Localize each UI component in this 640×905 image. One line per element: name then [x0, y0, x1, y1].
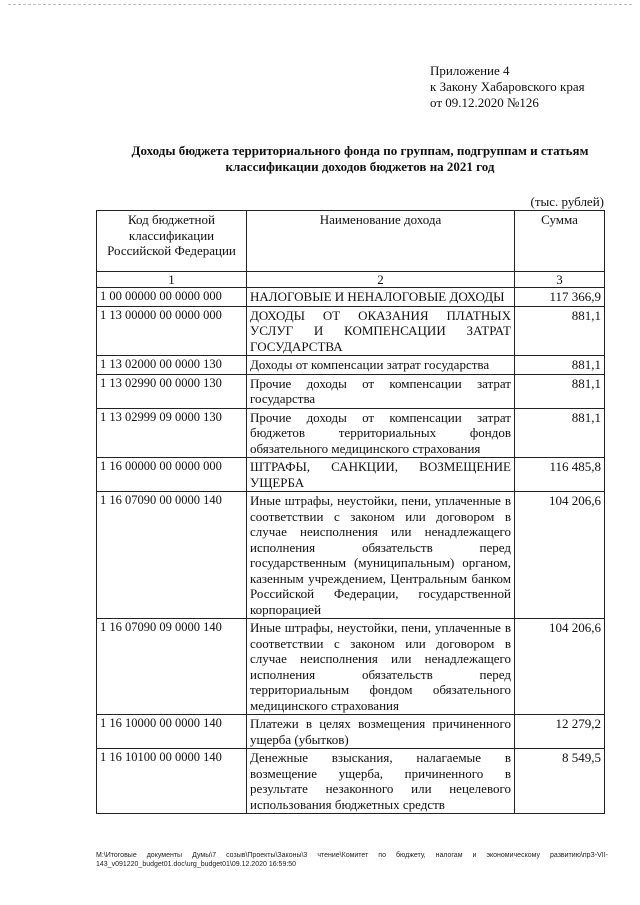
appendix-line-2: к Закону Хабаровского края — [430, 79, 585, 94]
row-code: 1 13 02000 00 0000 130 — [97, 356, 247, 375]
row-code: 1 16 07090 00 0000 140 — [97, 492, 247, 619]
row-code: 1 16 10000 00 0000 140 — [97, 715, 247, 749]
column-number-2: 2 — [247, 272, 515, 288]
row-sum: 116 485,8 — [515, 458, 605, 492]
units-note: (тыс. рублей) — [530, 194, 604, 209]
scan-top-edge — [8, 4, 632, 5]
row-name: НАЛОГОВЫЕ И НЕНАЛОГОВЫЕ ДОХОДЫ — [247, 288, 515, 307]
row-code: 1 16 10100 00 0000 140 — [97, 749, 247, 814]
header-code: Код бюджетной классификации Российской Федерации — [97, 211, 247, 272]
table-row — [97, 715, 605, 749]
row-name: Иные штрафы, неустойки, пени, уплаченные в соответствии с законом или договором в случае неисполнения или ненадлежащего исполнения обязательств перед государственным (муниципальным) органом, казенным учреждением, Центральным банком Российской Федерации, государственной корпорацией — [247, 492, 515, 619]
appendix-line-3: от 09.12.2020 №126 — [430, 95, 539, 110]
table-column-numbers — [97, 272, 605, 288]
table-row — [97, 408, 605, 458]
table-row — [97, 356, 605, 375]
row-name: Иные штрафы, неустойки, пени, уплаченные в соответствии с законом или договором в случае неисполнения или ненадлежащего исполнения обязательств перед территориальным фондом обязательного медицинского страхования — [247, 619, 515, 715]
row-name: Прочие доходы от компенсации затрат бюджетов территориальных фондов обязательного медицинского страхования — [247, 408, 515, 458]
table-row — [97, 492, 605, 619]
file-path-footer: М:\Итоговые документы Думы\7 созыв\Проекты\Законы\3 чтение\Комитет по бюджету, налогам и экономическому развитию\прЗ-VII-143_v091220_budget01.doc\urg_budget01\09.12.2020 16:59:50 — [96, 852, 608, 868]
appendix-line-1: Приложение 4 — [430, 63, 510, 78]
row-sum: 881,1 — [515, 374, 605, 408]
row-sum: 104 206,6 — [515, 492, 605, 619]
row-sum: 881,1 — [515, 408, 605, 458]
table-row — [97, 749, 605, 814]
row-sum: 117 366,9 — [515, 288, 605, 307]
row-code: 1 16 07090 09 0000 140 — [97, 619, 247, 715]
table-row — [97, 288, 605, 307]
row-code: 1 13 02999 09 0000 130 — [97, 408, 247, 458]
row-sum: 881,1 — [515, 306, 605, 356]
column-number-1: 1 — [97, 272, 247, 288]
row-name: Доходы от компенсации затрат государства — [247, 356, 515, 375]
table-header-row — [97, 211, 605, 272]
row-name: Платежи в целях возмещения причиненного ущерба (убытков) — [247, 715, 515, 749]
header-sum: Сумма — [515, 211, 605, 272]
row-sum: 8 549,5 — [515, 749, 605, 814]
column-number-3: 3 — [515, 272, 605, 288]
table-row — [97, 306, 605, 356]
table-row — [97, 458, 605, 492]
table-row — [97, 619, 605, 715]
row-code: 1 13 00000 00 0000 000 — [97, 306, 247, 356]
header-name: Наименование дохода — [247, 211, 515, 272]
row-sum: 104 206,6 — [515, 619, 605, 715]
row-name: Денежные взыскания, налагаемые в возмещение ущерба, причиненного в результате незаконного или нецелевого использования бюджетных средств — [247, 749, 515, 814]
row-sum: 12 279,2 — [515, 715, 605, 749]
row-code: 1 13 02990 00 0000 130 — [97, 374, 247, 408]
income-table — [96, 210, 605, 814]
row-name: ДОХОДЫ ОТ ОКАЗАНИЯ ПЛАТНЫХ УСЛУГ И КОМПЕНСАЦИИ ЗАТРАТ ГОСУДАРСТВА — [247, 306, 515, 356]
row-name: ШТРАФЫ, САНКЦИИ, ВОЗМЕЩЕНИЕ УЩЕРБА — [247, 458, 515, 492]
row-name: Прочие доходы от компенсации затрат государства — [247, 374, 515, 408]
row-sum: 881,1 — [515, 356, 605, 375]
row-code: 1 00 00000 00 0000 000 — [97, 288, 247, 307]
row-code: 1 16 00000 00 0000 000 — [97, 458, 247, 492]
table-row — [97, 374, 605, 408]
title-line-1: Доходы бюджета территориального фонда по группам, подгруппам и статьям — [131, 143, 589, 158]
appendix-block — [430, 63, 585, 111]
document-title — [100, 143, 620, 175]
title-line-2: классификации доходов бюджетов на 2021 год — [225, 159, 495, 174]
